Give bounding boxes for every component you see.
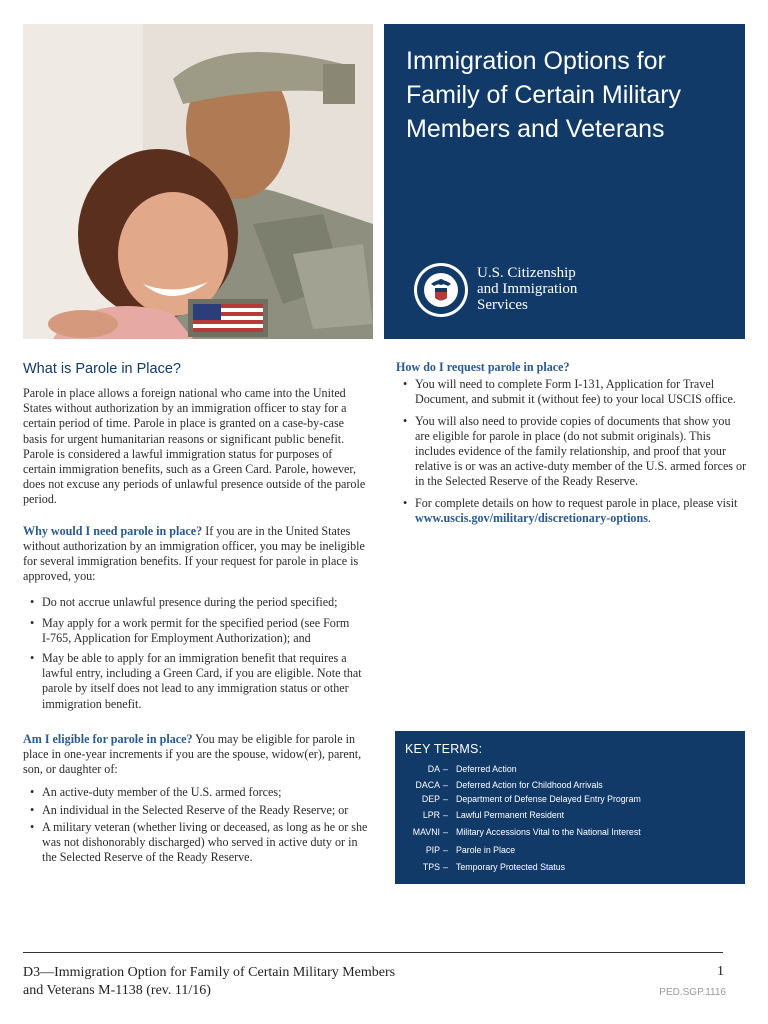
why-list [23, 595, 368, 711]
why-paragraph [23, 524, 368, 585]
eligibility-question: Am I eligible for parole in place? [23, 731, 193, 746]
key-term-definition: Military Accessions Vital to the National Interest [456, 827, 641, 837]
dhs-seal-icon [413, 262, 469, 318]
key-term-dash: – [443, 862, 448, 872]
key-term-definition: Deferred Action [456, 764, 517, 774]
agency-line: and Immigration [477, 281, 578, 297]
key-terms-box [395, 731, 745, 884]
key-term-definition: Temporary Protected Status [456, 862, 566, 872]
key-term-abbr: TPS [422, 862, 440, 872]
soldier-hugging-mother-illustration [23, 24, 373, 339]
key-term-definition: Lawful Permanent Resident [456, 810, 565, 820]
left-column [23, 360, 368, 865]
how-question: How do I request parole in place? [396, 360, 570, 374]
list-item [23, 616, 368, 646]
cover-photo [23, 24, 373, 339]
footer-title: D3—Immigration Option for Family of Certain Military Members and Veterans M-1138 (rev. 11/16) [23, 965, 396, 998]
list-item [396, 496, 748, 526]
key-term-abbr: DACA [415, 780, 440, 790]
list-item-text: I-765, Application for Employment Authorization); and [42, 630, 311, 645]
why-question: Why would I need parole in place? [23, 523, 203, 538]
key-term-dash: – [443, 827, 448, 837]
list-item: • You will need to complete Form I-131, Application for Travel Document, and submit it (without fee) to your local USCIS office. [396, 377, 748, 407]
discretionary-options-link[interactable]: www.uscis.gov/military/discretionary-options [415, 510, 648, 525]
document-title: Immigration Options for Family of Certain Military Members and Veterans [406, 47, 682, 143]
list-item: • Do not accrue unlawful presence during the period specified; [23, 595, 368, 610]
key-term-dash: – [443, 845, 448, 855]
footer-divider [23, 952, 723, 953]
key-term-dash: – [443, 780, 448, 790]
eligibility-text: You may be eligible for parole in place in one-year increments if you are the spouse, widow(er), parent, son, or daughter of: [23, 731, 362, 777]
key-term-abbr: LPR [422, 810, 440, 820]
list-item-text: May apply for a work permit for the specified period (see Form [42, 615, 350, 630]
list-item: • May be able to apply for an immigration benefit that requires a lawful entry, including a Green Card, if you are eligible. Note that parole by itself does not lead to any immigration status or other immigration benefit. [23, 651, 368, 712]
key-term-abbr: MAVNI [412, 827, 440, 837]
eligibility-list [23, 785, 368, 865]
intro-paragraph: Parole in place allows a foreign national who came into the United States without authorization by an immigration officer to stay for a certain period of time. Parole in place is granted on a case-by-case basis for urgent humanitarian reasons or significant public benefit. Parole is considered a lawful immigration status for purposes of certain immigration benefits, such as a Green Card. Parole, however, does not excuse any periods of unlawful presence outside of the parole period. [23, 386, 366, 507]
list-item: • A military veteran (whether living or deceased, as long as he or she was not dishonorably discharged) who served in active duty or in the Selected Reserve of the Ready Reserve. [23, 820, 368, 866]
key-term-dash: – [443, 764, 448, 774]
key-term-dash: – [443, 810, 448, 820]
us-flag-patch-icon [188, 299, 268, 337]
key-term-definition: Department of Defense Delayed Entry Program [456, 794, 641, 804]
eligibility-paragraph [23, 732, 368, 778]
right-column [396, 360, 748, 526]
key-term-abbr: DEP [421, 794, 440, 804]
page-number: 1 [717, 964, 724, 979]
key-terms-heading: KEY TERMS: [405, 742, 483, 756]
agency-line: Services [477, 297, 528, 313]
list-item: • An individual in the Selected Reserve of the Ready Reserve; or [23, 803, 368, 818]
list-item: • You will also need to provide copies of documents that show you are eligible for parole in place (do not submit originals). This includes evidence of the family relationship, and proof that your relative is or was an active-duty member of the U.S. armed forces or in the Selected Reserve of the Ready Reserve. [396, 414, 748, 490]
section-heading: What is Parole in Place? [23, 361, 181, 377]
key-term-abbr: PIP [425, 845, 440, 855]
title-panel [384, 24, 745, 339]
list-item-text: . [647, 510, 651, 525]
why-text: If you are in the United States without authorization by an immigration officer, you may be ineligible for several immigration benefits. If your request for parole in place is approved, you: [23, 523, 365, 584]
list-item-text: For complete details on how to request parole in place, please visit [415, 495, 738, 510]
how-list [396, 377, 748, 526]
key-term-definition: Deferred Action for Childhood Arrivals [456, 780, 603, 790]
key-term-dash: – [443, 794, 448, 804]
key-term-definition: Parole in Place [456, 845, 516, 855]
agency-line: U.S. Citizenship [477, 265, 576, 281]
list-item: • An active-duty member of the U.S. armed forces; [23, 785, 368, 800]
key-term-abbr: DA [427, 764, 440, 774]
agency-name [477, 265, 677, 313]
form-code: PED.SGP.1116 [659, 987, 726, 998]
